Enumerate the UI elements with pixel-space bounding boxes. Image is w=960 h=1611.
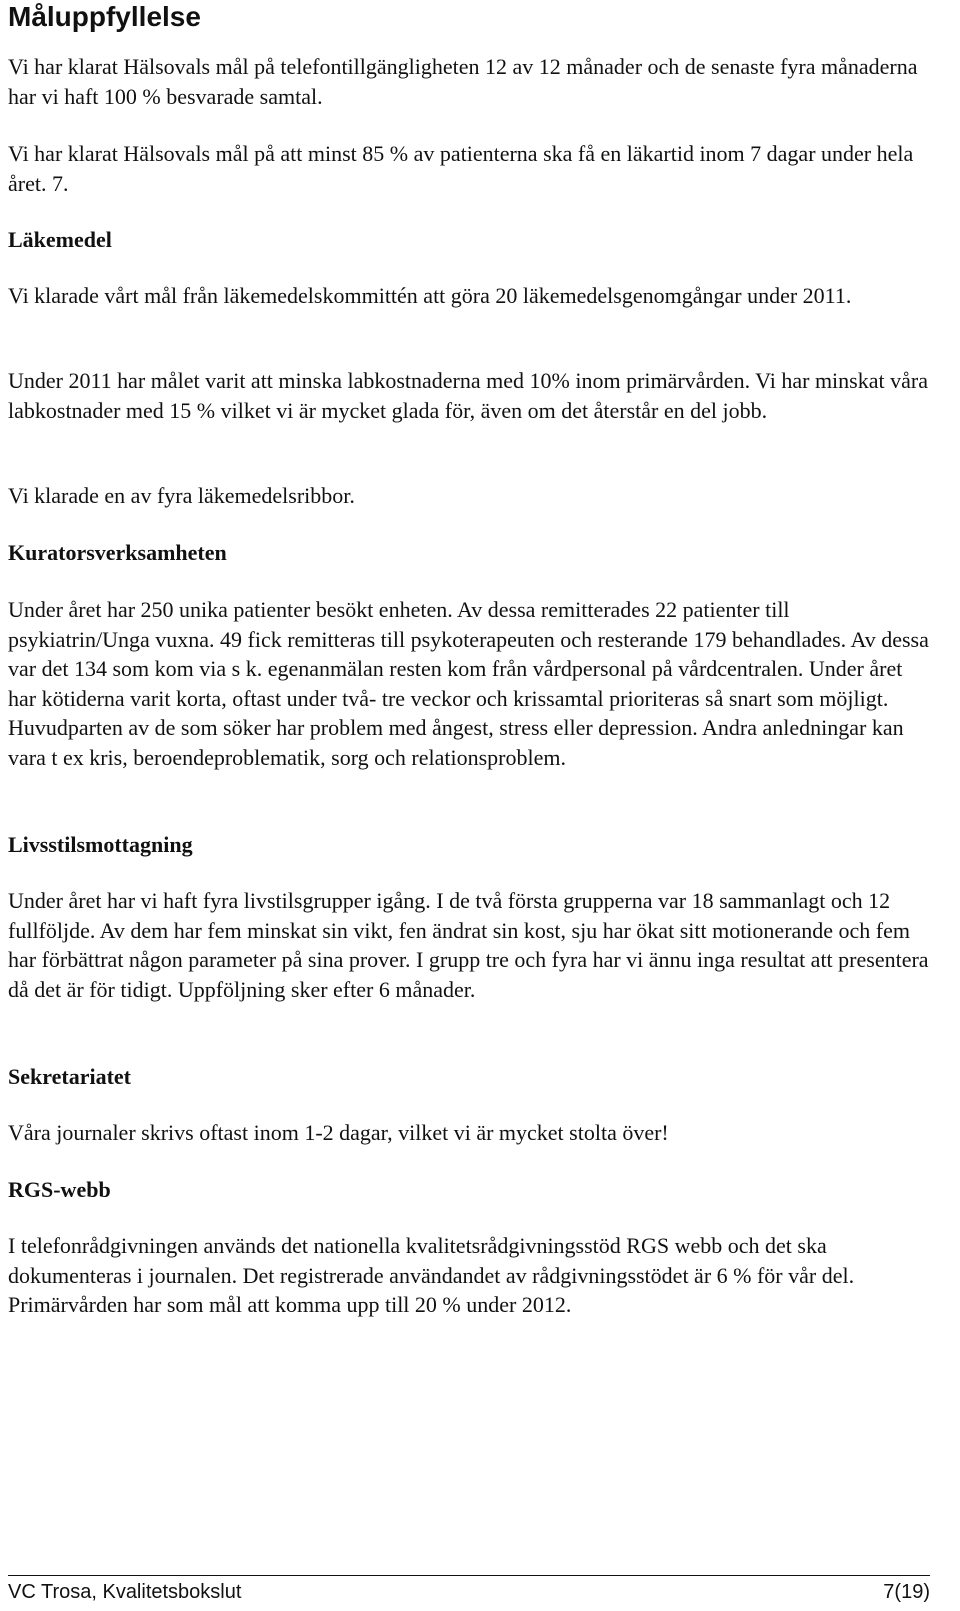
paragraph-livsstil: Under året har vi haft fyra livstilsgrupper igång. I de två första grupperna var 18 sammanlagt och 12 fullföljde. Av dem har fem minskat sin vikt, fen ändrat sin kost, sju har ökat sitt motionerande och fem har förbättrat någon parameter på sina prover. I grupp tre och fyra har vi ännu inga resultat att presentera då det är för tidigt. Uppföljning sker efter 6 månader. <box>8 888 929 1002</box>
paragraph-lakemedelsribbor: Vi klarade en av fyra läkemedelsribbor. <box>8 483 355 508</box>
paragraph-lakartid: Vi har klarat Hälsovals mål på att minst 85 % av patienterna ska få en läkartid inom 7 dagar under hela året. 7. <box>8 141 914 196</box>
paragraph-labkostnader: Under 2011 har målet varit att minska labkostnaderna med 10% inom primärvården. Vi har minskat våra labkostnader med 15 % vilket vi är mycket glada för, även om det återstår en del jobb. <box>8 368 928 423</box>
footer-page-number: 7(19) <box>883 1581 930 1603</box>
paragraph-telefon: Vi har klarat Hälsovals mål på telefontillgängligheten 12 av 12 månader och de senaste fyra månaderna har vi haft 100 % besvarade samtal. <box>8 54 918 109</box>
paragraph-kurator: Under året har 250 unika patienter besökt enheten. Av dessa remitterades 22 patienter till psykiatrin/Unga vuxna. 49 fick remitteras till psykoterapeuten och resterande 179 behandlades. Av dessa var det 134 som kom via s k. egenanmälan resten kom från vårdpersonal på vårdcentralen. Under året har kötiderna varit korta, oftast under två- tre veckor och krissamtal prioriteras så snart som möjligt. Huvudparten av de som söker har problem med ångest, stress eller depression. Andra anledningar kan vara t ex kris, beroendeproblematik, sorg och relationsproblem. <box>8 597 929 770</box>
page-footer <box>8 1575 930 1606</box>
section-heading-sekretariat: Sekretariatet <box>8 1064 131 1089</box>
footer-document-title: VC Trosa, Kvalitetsbokslut <box>8 1581 242 1603</box>
section-heading-lakemedel: Läkemedel <box>8 227 112 252</box>
paragraph-rgs: I telefonrådgivningen används det nationella kvalitetsrådgivningsstöd RGS webb och det ska dokumenteras i journalen. Det registrerade användandet av rådgivningsstödet är 6 % för vår del. Primärvården har som mål att komma upp till 20 % under 2012. <box>8 1233 855 1317</box>
section-heading-kurator: Kuratorsverksamheten <box>8 540 227 565</box>
paragraph-sekretariat: Våra journaler skrivs oftast inom 1-2 dagar, vilket vi är mycket stolta över! <box>8 1120 669 1145</box>
paragraph-lakemedelsgenomgangar: Vi klarade vårt mål från läkemedelskommittén att göra 20 läkemedelsgenomgångar under 2011. <box>8 283 852 308</box>
page-title: Måluppfyllelse <box>8 1 201 32</box>
section-heading-rgs: RGS-webb <box>8 1177 111 1202</box>
section-heading-livsstil: Livsstilsmottagning <box>8 832 193 857</box>
